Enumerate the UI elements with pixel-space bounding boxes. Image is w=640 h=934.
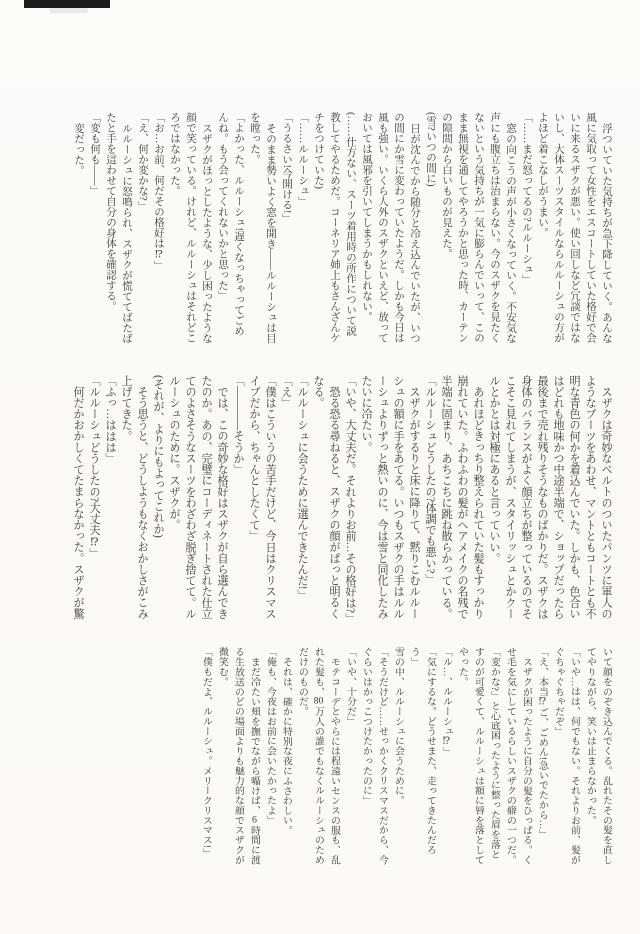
tcy-digits: 6	[252, 815, 257, 826]
text-paragraph: スザクがほっとしたような、少し困ったような顔で笑っている。けれど、ルルーシュはそれどころではなかった。	[169, 112, 212, 343]
text-paragraph: 「ルルーシュに会うために選んできたんだ!」	[296, 375, 308, 601]
text-paragraph: モテコーデとやらには程遠いセンスの服も、乱れた髪も、80万人の誰でもなくルルーシュのためだけのものだ。	[297, 647, 340, 865]
text-paragraph: 「ル…、ルルーシュ⁉」	[441, 647, 452, 757]
text-paragraph: 「俺も、今夜はお前に会いたかったよ」	[265, 647, 276, 826]
text-paragraph: 「そうだけど……せっかくクリスマスだから、今ぐらいはかっこつけたかったのに」	[361, 647, 388, 865]
scan-artifact-smudge	[50, 8, 88, 13]
text-paragraph: (……仕方ない、スーツ着用時の所作について説教してやるためだ。コーネリア姉上もさんざんケチをつけていた)	[313, 112, 356, 343]
text-paragraph: あれほどきっちり整えられていた髪もすっかり崩れていた。ふわふわの髪がヘアメイクの名残で半端に固まり、あちこちに跳ね散らかっている。	[440, 375, 484, 620]
text-paragraph: (それが、よりにもよってこれか)	[152, 375, 164, 538]
text-paragraph: ルルーシュに怒鳴られ、スザクが慌ててばたばたと手を這わせて自分の身体を確認する。	[105, 112, 132, 343]
text-paragraph: 「え、何か変かな?」	[137, 112, 148, 212]
text-paragraph: スザクがするりと床に降りて、黙りこむルルーシュの額に手をあてる。いつもスザクの手はルルーシュよりずっと熱いのに、今は雪と同化したみたいに冷たい。	[360, 375, 420, 620]
text-paragraph: 何だかおかしくてたまらなかった。スザクが驚	[72, 386, 84, 620]
text-paragraph: そのまま勢いよく窓を開き――ルルーシュは目を瞠った。	[249, 112, 276, 343]
text-paragraph: 「いや…はは、何でもない。それよりお前、髪がぐちゃぐちゃだぞ」	[553, 647, 580, 865]
text-paragraph: 変だった。	[73, 122, 84, 175]
text-paragraph: 「え」	[280, 375, 292, 409]
text-paragraph: スザクは奇妙なベルトのついたパンツに軍人のようなブーツをあわせ、マントともコートとも不明な青色の何かを着込んでいた。しかも、色合いはどれも地味かつ中途半端で、ショップだったら最後まで売れ残りそうなものばかりだ。スザクは身体のバランスがよく顔立ちが整っているのでそこそこ見れてしまうが、スタイリッシュとかクールとかとは対極にあると言っていい。	[488, 375, 612, 620]
text-paragraph: 「え、本当⁉ご、ごめん!急いでたから…」	[537, 647, 548, 840]
text-band-bottom	[198, 647, 614, 866]
text-paragraph: いて顔をのぞき込んでくる。乱れたその髪を直してやりながら、笑いは止まらなかった。	[585, 647, 612, 865]
text-paragraph: 「ルルーシュどうしたの?大丈夫⁉」	[88, 375, 100, 560]
text-paragraph: (雪?いつの間に)	[425, 112, 436, 187]
tcy-digits: 80	[313, 696, 324, 707]
text-paragraph: 「よかった、ルルーシュ!遅くなっちゃってごめんね。もう会ってくれないかと思った」	[217, 112, 244, 336]
text-paragraph: では、この奇妙な格好はスザクが自ら選んできたのか。あの、完璧にコーディネートされた仕立てのよさそうなスーツをわざわざ脱ぎ捨てて。ルルーシュのために。スザクが。	[168, 375, 228, 620]
text-paragraph: 「ふっ…ははは」	[104, 375, 116, 464]
text-paragraph: 浮ついていた気持ちが急下降していく。あんな風に気取って女性をエスコートしていた格好で会いに来るスザクが悪い。使い回しなど冗談ではないし、大体スーツスタイルならルルーシュの方がよほど着こなしがうまい。	[537, 112, 612, 343]
scan-artifact-bar	[24, 0, 110, 8]
text-paragraph: 「――――そうか」	[232, 375, 244, 475]
text-band-middle	[70, 375, 614, 625]
text-paragraph: 「いや、大丈夫だ。それよりお前…その格好は?」	[344, 375, 356, 625]
text-paragraph: 「……まだ怒ってるの?ルルーシュ」	[521, 112, 532, 285]
text-paragraph: 「お…お前、何だその格好は⁉」	[153, 112, 164, 271]
text-paragraph: 「うるさい!今開ける!」	[281, 112, 292, 224]
text-paragraph: そう思うと、どうしようもなくおかしさがこみ上げてきた。	[120, 375, 148, 620]
text-paragraph: 「ルルーシュどうしたの?体調でも悪い?」	[424, 375, 436, 585]
text-paragraph: 「気にするな。どうせまた、走ってきたんだろう」	[409, 647, 436, 855]
text-paragraph: 「僕はこういうの苦手だけど、今日はクリスマスイブだから、ちゃんとしたくて」	[248, 375, 276, 620]
text-paragraph: 「いや、十分だ」	[345, 647, 356, 727]
text-paragraph: まだ冷たい頬を撫でながら囁けば、6時間に渡る生放送のどの場面よりも魅力的な顔でスザクが微笑む。	[217, 647, 260, 865]
text-band-top	[70, 112, 614, 344]
text-paragraph: スザクが困ったように自分の髪をひっぱる。くせ毛を気にしているらしいスザクの癖の一つだ。「変かな?」と心底困ったように整った眉を落とすのが可愛くて、ルルーシュは額に唇を落としてやった。	[457, 647, 532, 865]
text-paragraph: 「僕もだよ、ルルーシュ。メリークリスマス!」	[201, 647, 212, 858]
text-paragraph: それは、確かに特別な夜にふさわしい。	[281, 656, 292, 835]
text-paragraph: 「……ルルーシュ」	[297, 112, 308, 207]
text-paragraph: 窓の向こうの声が小さくなっていく。不安気な声にも腹立ちは治まらない。今のスザクを見たくないという気持ちが一気に膨らんでいって、このまま無視を通してやろうかと思った時、カーテンの隙間から白いものが見えた。	[441, 112, 516, 343]
text-paragraph: 雪の中、ルルーシュに会うために。	[393, 647, 404, 806]
text-paragraph: 恐る恐る尋ねると、スザクの顔がぱっと明るくなる。	[312, 375, 340, 620]
text-paragraph: 日が沈んでから随分と冷え込んでいたが、いつの間にか雪に変わっていたようだ。しかも今日は風も強い。いくら人外のスザクといえど、放っておいては風邪を引いてしまうかもしれない。	[361, 112, 420, 343]
text-paragraph: 「変も何も――」	[89, 112, 100, 196]
